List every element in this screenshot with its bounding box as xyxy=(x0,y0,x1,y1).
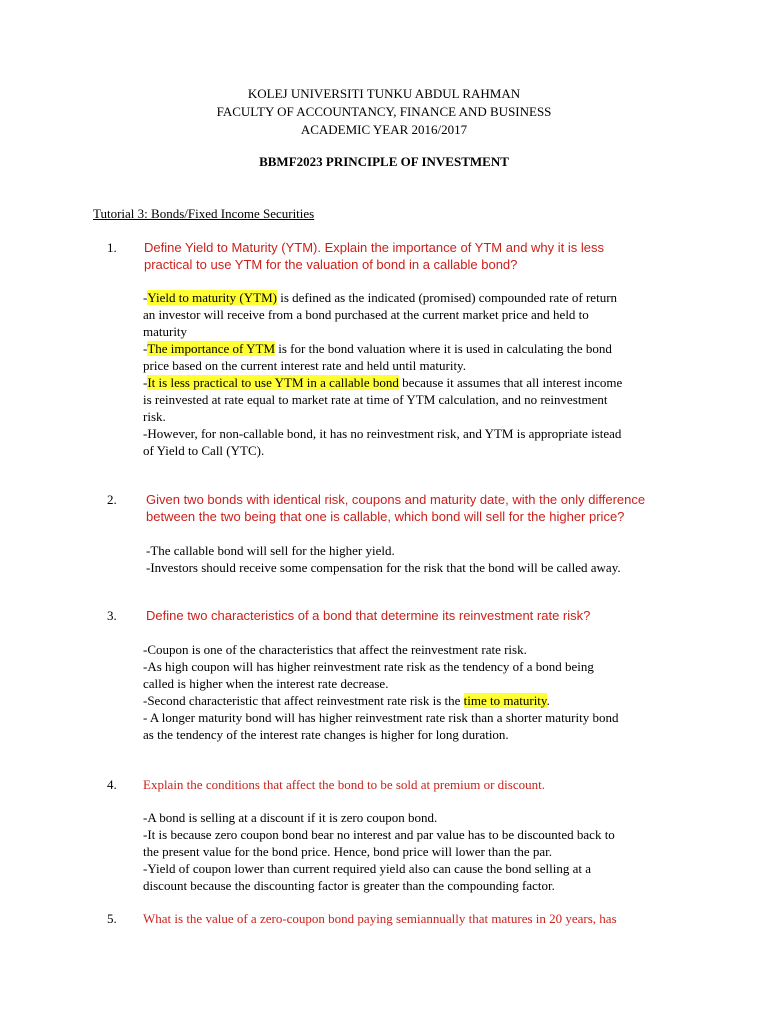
highlighted-term: It is less practical to use YTM in a callable bond xyxy=(147,375,399,390)
question-text: Explain the conditions that affect the bond to be sold at premium or discount. xyxy=(143,777,545,792)
university-name: KOLEJ UNIVERSITI TUNKU ABDUL RAHMAN xyxy=(247,86,521,101)
question-number: 5. xyxy=(107,911,117,926)
answer-line: -The importance of YTM is for the bond valuation where it is used in calculating the bond xyxy=(143,341,612,356)
question-number: 2. xyxy=(107,492,117,507)
tutorial-title: Tutorial 3: Bonds/Fixed Income Securities xyxy=(93,206,315,221)
answer-line: as the tendency of the interest rate changes is higher for long duration. xyxy=(143,727,509,742)
answer-line: maturity xyxy=(143,324,188,339)
answer-line: called is higher when the interest rate decrease. xyxy=(143,676,389,691)
question-text: between the two being that one is callable, which bond will sell for the higher price? xyxy=(146,509,625,524)
question-text: Define two characteristics of a bond that determine its reinvestment rate risk? xyxy=(146,608,591,623)
answer-line: -Yield of coupon lower than current required yield also can cause the bond selling at a xyxy=(143,861,591,876)
course-title: BBMF2023 PRINCIPLE OF INVESTMENT xyxy=(259,154,509,169)
academic-year: ACADEMIC YEAR 2016/2017 xyxy=(300,122,468,137)
answer-line: - A longer maturity bond will has higher reinvestment rate risk than a shorter maturity bond xyxy=(143,710,619,725)
question-number: 1. xyxy=(107,240,117,255)
faculty-name: FACULTY OF ACCOUNTANCY, FINANCE AND BUSINESS xyxy=(216,104,552,119)
answer-line: -As high coupon will has higher reinvestment rate risk as the tendency of a bond being xyxy=(143,659,594,674)
question-text: practical to use YTM for the valuation of bond in a callable bond? xyxy=(144,257,518,272)
answer-line: -A bond is selling at a discount if it is zero coupon bond. xyxy=(143,810,438,825)
question-text: What is the value of a zero-coupon bond paying semiannually that matures in 20 years, has xyxy=(143,911,617,926)
question-text: Given two bonds with identical risk, coupons and maturity date, with the only difference xyxy=(146,492,646,507)
question-number: 4. xyxy=(107,777,117,792)
answer-line: -Yield to maturity (YTM) is defined as the indicated (promised) compounded rate of return xyxy=(143,290,618,305)
answer-line: price based on the current interest rate and held until maturity. xyxy=(143,358,466,373)
answer-line: -Coupon is one of the characteristics that affect the reinvestment rate risk. xyxy=(143,642,527,657)
answer-line: of Yield to Call (YTC). xyxy=(143,443,265,458)
answer-line: -The callable bond will sell for the higher yield. xyxy=(146,543,395,558)
answer-line: the present value for the bond price. Hence, bond price will lower than the par. xyxy=(143,844,552,859)
question-text: Define Yield to Maturity (YTM). Explain the importance of YTM and why it is less xyxy=(144,240,604,255)
answer-line: an investor will receive from a bond purchased at the current market price and held to xyxy=(143,307,589,322)
answer-line: discount because the discounting factor is greater than the compounding factor. xyxy=(143,878,555,893)
highlighted-term: The importance of YTM xyxy=(147,341,276,356)
answer-line: -However, for non-callable bond, it has no reinvestment risk, and YTM is appropriate istead xyxy=(143,426,622,441)
question-number: 3. xyxy=(107,608,117,623)
highlighted-term: Yield to maturity (YTM) xyxy=(147,290,277,305)
answer-line: -Investors should receive some compensation for the risk that the bond will be called away. xyxy=(146,560,621,575)
highlighted-term: time to maturity xyxy=(463,693,547,708)
answer-line: -Second characteristic that affect reinvestment rate risk is the time to maturity. xyxy=(143,693,550,708)
answer-line: risk. xyxy=(143,409,166,424)
answer-line: is reinvested at rate equal to market rate at time of YTM calculation, and no reinvestment xyxy=(143,392,608,407)
answer-line: -It is because zero coupon bond bear no interest and par value has to be discounted back to xyxy=(143,827,615,842)
answer-line: -It is less practical to use YTM in a callable bond because it assumes that all interest income xyxy=(143,375,623,390)
